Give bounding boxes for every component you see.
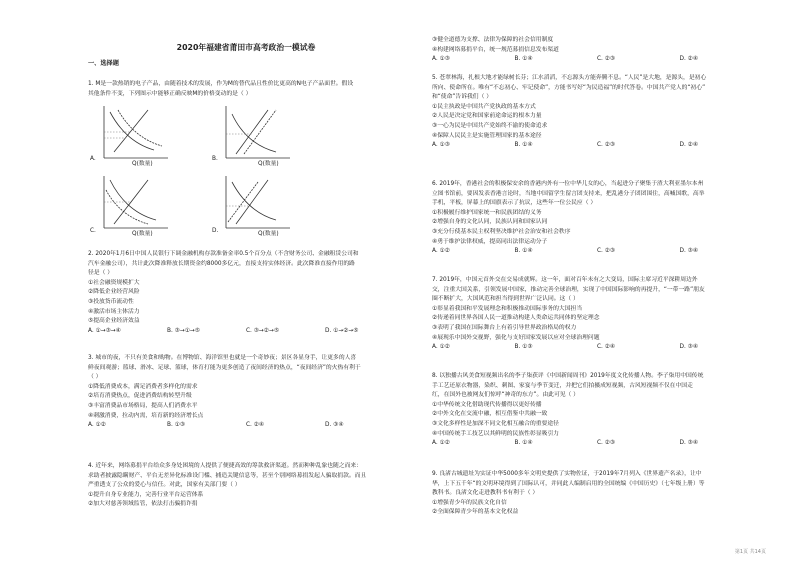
q7-line: ①彰显着我国和平发展理念和积极推动国际事务的大国担当	[432, 305, 583, 312]
q2-line: ③投放货币流动性	[88, 298, 134, 305]
question-6	[432, 180, 762, 257]
q5-line: 5. 苍翠林海，扎根大地才能绿树长芬；江水滔滔，不忘源头方能奔腾不息。“人民”是大地，是源头，是初心	[432, 75, 707, 81]
q3-option-c[interactable]: C. ②④	[246, 422, 265, 429]
q5-line: 所向、使命所在。唯有“不忘初心、牢记使命”，方能书写好“为民造福”的时代答卷。中国共产党人的“初心”	[432, 84, 706, 91]
q7-line: ②传递着同世界各国人民一道推动构建人类命运共同体的坚定理念	[432, 315, 600, 322]
q2-option-a[interactable]: A. ①→③→④	[88, 327, 121, 334]
q4-option-b[interactable]: B. ①④	[514, 56, 533, 63]
q4-line: 求助者披露隐瞒财产、平台无差异化标准设门槛、捕造关键信息等，甚至个别网络募捐发起人骗取捐款。而且	[88, 472, 367, 479]
right-column	[432, 0, 762, 561]
q3-line: ①降低消费成本，满足消费者多样化的需求	[88, 383, 198, 390]
q6-option-b[interactable]: B. ①④	[514, 248, 533, 255]
q5-option-d[interactable]: D. ②④	[679, 142, 699, 149]
graph-option-b	[218, 102, 292, 164]
q3-line: ②培育消费热点，促进消费结构转型升级	[88, 393, 192, 400]
q3-option-b[interactable]: B. ①③	[167, 422, 186, 429]
q4-option-d[interactable]: D. ②④	[679, 56, 699, 63]
q6-line: 立图书馆前，要因发表香港言论时，当地中国留学生留言团支持来，把乱港分子团团围住，高喊国歌，高举	[432, 190, 705, 197]
q8-line: 8. 以独播古风美食短视频出名的李子柒获评《中国新闻周刊》2019年度文化传播人物。李子柒用中国传统	[432, 373, 704, 379]
graph-c-q-axis: Q(数量)	[132, 231, 153, 237]
q2-option-c[interactable]: C. ③→②→⑤	[246, 327, 280, 334]
q6-line: ②增强自身的文化认同，民族认同和国家认同	[432, 219, 548, 226]
q4-option-a[interactable]: A. ①③	[432, 56, 450, 63]
graph-option-c-label: C.	[90, 228, 96, 234]
q3-line: 3. 城市的夜，不只有美食和购物。在博物馆、海洋馆里也就是一个奇妙夜；景区各显身手，让更多的人喜	[88, 355, 357, 361]
q6-option-c[interactable]: C. ②③	[597, 248, 616, 255]
q4-option-c[interactable]: C. ②③	[597, 56, 616, 63]
q8-line: ④中国传统手工技艺以其鲜明的民族性彰显吸引力	[432, 430, 559, 437]
q5-option-b[interactable]: B. ①④	[514, 142, 533, 149]
q5-option-c[interactable]: C. ②③	[597, 142, 616, 149]
q6-line: 6. 2019年，香港社会的积极保安余的香港内外有一位中华儿女的心，当起进分子聚集于渣大利亚墨尔本州	[432, 181, 704, 187]
q6-line: ①积极履行维护国家统一和民族团结的义务	[432, 209, 542, 216]
paper-title: 2020年福建省莆田市高考政治一模试卷	[176, 43, 316, 52]
q2-line: ④激活市场主体活力	[88, 308, 140, 315]
q8-line: 红，在国外也被网友们惊呼“神奇的东方”。由此可见（ ）	[432, 392, 579, 399]
q9-line: 9. 良渚古城遗址为实证中华5000多年文明史提供了实物佐证，于2019年7月列入《世界遗产名录》，让中	[432, 471, 702, 477]
graph-b-q-axis: Q(数量)	[258, 161, 279, 167]
q3-option-d[interactable]: D. ③④	[325, 422, 344, 429]
q7-line: 7. 2019年，中国元首外交在交易成就辉。这一年，面对百年未有之大变局，国际主席习近平深耕周边外	[432, 277, 698, 283]
question-8	[432, 372, 762, 449]
q8-line: ①中华传统文化借助现代传播得以更好传播	[432, 401, 542, 408]
q5-line: ④保障人民民主是实施管理国家的基本途径	[432, 132, 542, 139]
q1-line: 1. M是一款热销的电子产品，由随着技术的发展，作为M的替代品且性价比更高的N电子产品面世。假设	[88, 81, 354, 87]
q9-line: 华，上下五千年“的文明环境得到了国际认可，并同此人编制启用的全国统编《中国历史》（七年级上册）等	[432, 480, 705, 487]
q4-line: ②加大对慈善领域监管，依法打击骗捐诈捐	[88, 501, 198, 508]
q3-option-a[interactable]: A. ①②	[88, 422, 106, 429]
q2-line: ①社会融资规模扩大	[88, 279, 140, 286]
q7-line: 圈不断扩大，大国风范和担当得到世界广泛认同。这（ ）	[432, 296, 579, 303]
q7-line: 交，注重大国关系，引领发展中国家，推动完善全球治理，实现了中国国际影响的再提升，“一带一路”朋友	[432, 286, 705, 293]
q5-line: 和“使命”告诉我们（ ）	[432, 94, 493, 101]
q2-line: 2. 2020年1月6日中国人民银行下调金融机构存款准备金率0.5个百分点（不含财务公司、金融租赁公司和	[88, 251, 359, 257]
q5-line: ①民主执政是中国共产党执政的基本方式	[432, 103, 536, 110]
q2-line: 径是（ ）	[88, 270, 114, 277]
q8-options	[432, 439, 762, 449]
q8-option-d[interactable]: D. ③④	[679, 440, 699, 447]
q4c-line: ④构建网络募捐平台，统一规范募捐信息发布渠道	[432, 46, 559, 53]
question-5	[432, 74, 762, 151]
q8-line: 手工艺还原衣物器，染织、刺图、家宴与季节变迁，并把它们拍摄成短视频，古风短视频不仅在中国走	[432, 382, 693, 389]
q3-options	[88, 421, 404, 431]
graph-option-b-label: B.	[212, 156, 218, 162]
graph-option-a-label: A.	[90, 156, 96, 162]
q6-line: ④勇于维护法律权威，提高同出法律运动分子	[432, 238, 548, 245]
q9-line: ②全面保障青少年的基本文化权益	[432, 509, 519, 516]
q1-line: 其他条件不变，下列图示中能够正确反映M的价格变动的是（ ）	[88, 90, 252, 97]
q9-line: 教科书。良渚文化走进教科书有利于（ ）	[432, 490, 539, 497]
q3-line: ④刺激消费，拉动内需，培育新的经济增长点	[88, 412, 204, 419]
q7-option-c[interactable]: C. ②④	[597, 344, 616, 351]
q7-options	[432, 343, 762, 353]
q6-option-d[interactable]: D. ③④	[679, 248, 699, 255]
q8-option-a[interactable]: A. ①②	[432, 440, 450, 447]
q4c-line: ③健全道德为支撑、法律为保障的社会信用制度	[432, 37, 554, 43]
q2-line: 汽车金融公司），共计此次降准释放长期资金约8000多亿元，直接支持实体经济。此次降准直接作用的路	[88, 260, 355, 267]
question-2	[88, 250, 404, 336]
graph-option-d-label: D.	[212, 228, 219, 234]
q5-options	[432, 141, 762, 151]
q3-line: ③丰富消费品市场格局，提高人们消费水平	[88, 402, 198, 409]
q2-option-d[interactable]: D. ①→②→⑤	[325, 327, 359, 334]
question-7	[432, 276, 762, 353]
question-4-continued	[432, 36, 762, 65]
left-column	[88, 0, 404, 561]
graph-option-d	[218, 172, 292, 234]
q7-line: ④展现乐中国外交视野，强化与支好国家发展以应对全球治理问题	[432, 334, 600, 341]
question-4	[88, 462, 404, 510]
q6-options	[432, 247, 762, 257]
q2-option-b[interactable]: B. ③→①→⑤	[167, 327, 200, 334]
graph-option-a	[96, 102, 170, 164]
q5-line: ②人民是决定党和国家前途命运的根本力量	[432, 113, 542, 120]
q4-line: 严重透支了公众的爱心与信任。对此，国家有关部门要（ ）	[88, 482, 241, 489]
q7-option-d[interactable]: D. ③④	[679, 344, 699, 351]
question-1	[88, 80, 353, 99]
q8-option-c[interactable]: C. ②③	[597, 440, 616, 447]
q3-line: （ ）	[88, 374, 102, 381]
q9-line: ①增强青少年的民族文化自信	[432, 499, 507, 506]
q8-option-b[interactable]: B. ①④	[514, 440, 533, 447]
question-9	[432, 470, 762, 518]
q6-line: ③充分行使基本民主权利坚决维护社会治安和社会秩序	[432, 228, 571, 235]
question-3	[88, 354, 404, 431]
q6-option-a[interactable]: A. ①②	[432, 248, 450, 255]
graph-option-c	[96, 172, 170, 234]
graph-d-q-axis: Q(数量)	[258, 231, 279, 237]
q2-line: ⑤提高企业经济效益	[88, 318, 140, 325]
q7-option-b[interactable]: B. ①③	[514, 344, 533, 351]
q5-line: ③一心为民是中国共产党始终不渝的使命追求	[432, 122, 548, 129]
q6-line: 手机，平板，屏幕上的国旗表示了抗议，这些年一位公民应（ ）	[432, 200, 597, 207]
q4-line: 4. 近年来，网络募捐平台给众多身处困境的人提供了便捷高效的筹款救济渠道。然而种种乱象也随之而来：	[88, 463, 363, 469]
section-heading: 一、选择题	[88, 60, 119, 67]
q7-option-a[interactable]: A. ①②	[432, 344, 450, 351]
q4-options	[432, 55, 762, 65]
page-footer: 第1页 共14页	[734, 549, 766, 555]
graph-a-q-axis: Q(数量)	[132, 161, 153, 167]
q4-line: ①提升自身专业能力，完善行业平台运营体系	[88, 491, 204, 498]
q3-line: 鲜夜间观游；篮球、滑冰、足球、篮球，体育打能为更多创造了夜间经济的热点，“夜间经济”的火热有利于	[88, 364, 361, 371]
q8-line: ②中外文化在交流中融，相互借鉴中共融一致	[432, 411, 548, 418]
q5-option-a[interactable]: A. ①③	[432, 142, 450, 149]
q7-line: ③表明了我国在国际舞台上有着引导世界政治格局的权力	[432, 324, 577, 331]
q8-line: ③文化多样性是加深不同文化相互融合的重要途径	[432, 420, 559, 427]
q2-options	[88, 327, 404, 337]
q2-line: ②降低企业经营风险	[88, 289, 140, 296]
